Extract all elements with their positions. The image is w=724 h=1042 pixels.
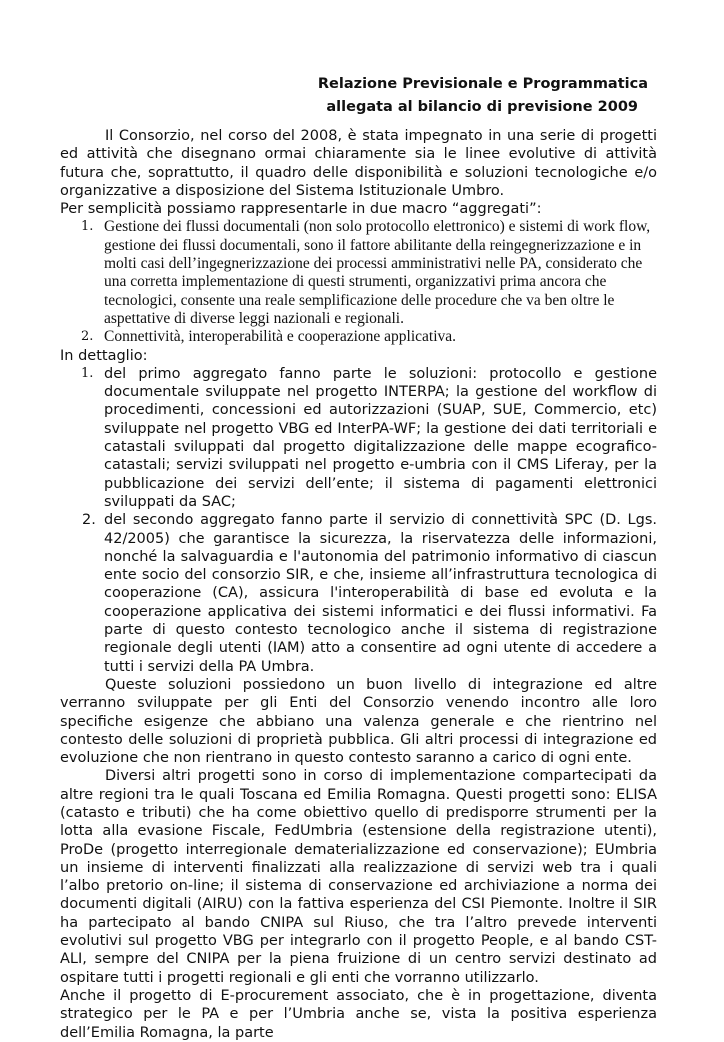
list-number: 2. [82,512,96,529]
detail-intro-paragraph: In dettaglio: [60,347,148,364]
detail-list [60,365,657,676]
list-item-text: del secondo aggregato fanno parte il servizio di connettività SPC (D. Lgs. 42/2005) che garantisce la sicurezza, la riservatezza delle informazioni, nonché la salvaguardia e l'autonomia del patrimonio informativo di ciascun ente socio del consorzio SIR, e che, insieme all’infrastruttura tecnologica di cooperazione (CA), assicura l'interoperabilità di base ed evoluta e la cooperazione applicativa dei sistemi informatici e dei flussi informativi. Fa parte di questo contesto tecnologico anche il sistema di registrazione regionale degli utenti (IAM) atto a consentire ad ogni utente di accedere a tutti i servizi della PA Umbra. [104,512,657,675]
list-item [60,328,657,346]
integration-paragraph: Queste soluzioni possiedono un buon livello di integrazione ed altre verranno sviluppate per gli Enti del Consorzio venendo incontro alle loro specifiche esigenze che abbiano una valenza generale e che rientrino nel contesto delle soluzioni di proprietà pubblica. Gli altri processi di integrazione ed evoluzione che non rientrano in questo contesto saranno a carico di ogni ente. [60,676,657,767]
document-body [60,127,657,1042]
intro-paragraph: Il Consorzio, nel corso del 2008, è stata impegnato in una serie di progetti ed attività che disegnano ormai chiaramente sia le linee evolutive di attività futura che, soprattutto, il quadro delle disponibilità e soluzioni tecnologiche e/o organizzative a disposizione del Sistema Istituzionale Umbro. [60,128,657,199]
document-title: Relazione Previsionale e Programmatica [317,76,648,92]
list-item-text: Connettività, interoperabilità e cooperazione applicativa. [104,328,457,346]
list-number: 2. [81,329,94,345]
list-item-text: del primo aggregato fanno parte le soluzioni: protocollo e gestione documentale sviluppate nel progetto INTERPA; la gestione del workflow di procedimenti, concessioni ed autorizzazioni (SUAP, SUE, Commercio, etc) sviluppate nel progetto VBG ed InterPA-WF; la gestione dei dati territoriali e catastali sviluppati dal progetto digitalizzazione delle mappe ecografico-catastali; servizi sviluppati nel progetto e-umbria con il CMS Liferay, per la pubblicazione dei servizi dell’ente; il sistema di pagamenti elettronici sviluppati da SAC; [104,365,657,510]
list-number: 1. [81,365,94,381]
list-item [60,365,657,511]
simplicity-paragraph: Per semplicità possiamo rappresentarle in due macro “aggregati”: [60,201,542,218]
list-number: 1. [81,219,94,235]
list-item [60,511,657,676]
eprocurement-paragraph: Anche il progetto di E-procurement associato, che è in progettazione, diventa strategico per le PA e per l’Umbria anche se, vista la positiva esperienza dell’Emilia Romagna, la parte [60,987,657,1041]
other-projects-paragraph: Diversi altri progetti sono in corso di implementazione compartecipati da altre regioni tra le quali Toscana ed Emilia Romagna. Questi progetti sono: ELISA (catasto e tributi) che ha come obiettivo quello di predisporre strumenti per la lotta alla evasione Fiscale, FedUmbria (estensione della registrazione utenti), ProDe (progetto interregionale dematerializzazione ed conservazione); EUmbria un insieme di interventi finalizzati alla realizzazione di servizi web tra i quali l’albo pretorio on-line; il sistema di conservazione ed archiviazione a norma dei documenti digitali (AIRU) con la fattiva esperienza del CSI Piemonte. Inoltre il SIR ha partecipato al bando CNIPA sul Riuso, che tra l’altro prevede interventi evolutivi sul progetto VBG per integrarlo con il progetto People, e al bando CST-ALI, sempre del CNIPA per la piena fruizione di un centro servizi destinato ad ospitare tutti i progetti regionali e gli enti che vorranno utilizzarlo. [60,768,657,986]
list-item [60,218,657,328]
document-subtitle: allegata al bilancio di previsione 2009 [326,99,638,115]
macro-aggregates-list [60,218,657,346]
list-item-text: Gestione dei flussi documentali (non solo protocollo elettronico) e sistemi di work flow, gestione dei flussi documentali, sono il fattore abilitante della reingegnerizzazione e in molti casi dell’ingegnerizzazione dei processi amministrativi nelle PA, considerato che una corretta implementazione di questi strumenti, organizzativi prima ancora che tecnologici, consente una reale semplificazione delle procedure che va ben oltre le aspettative di diverse leggi nazionali e regionali. [104,218,651,327]
